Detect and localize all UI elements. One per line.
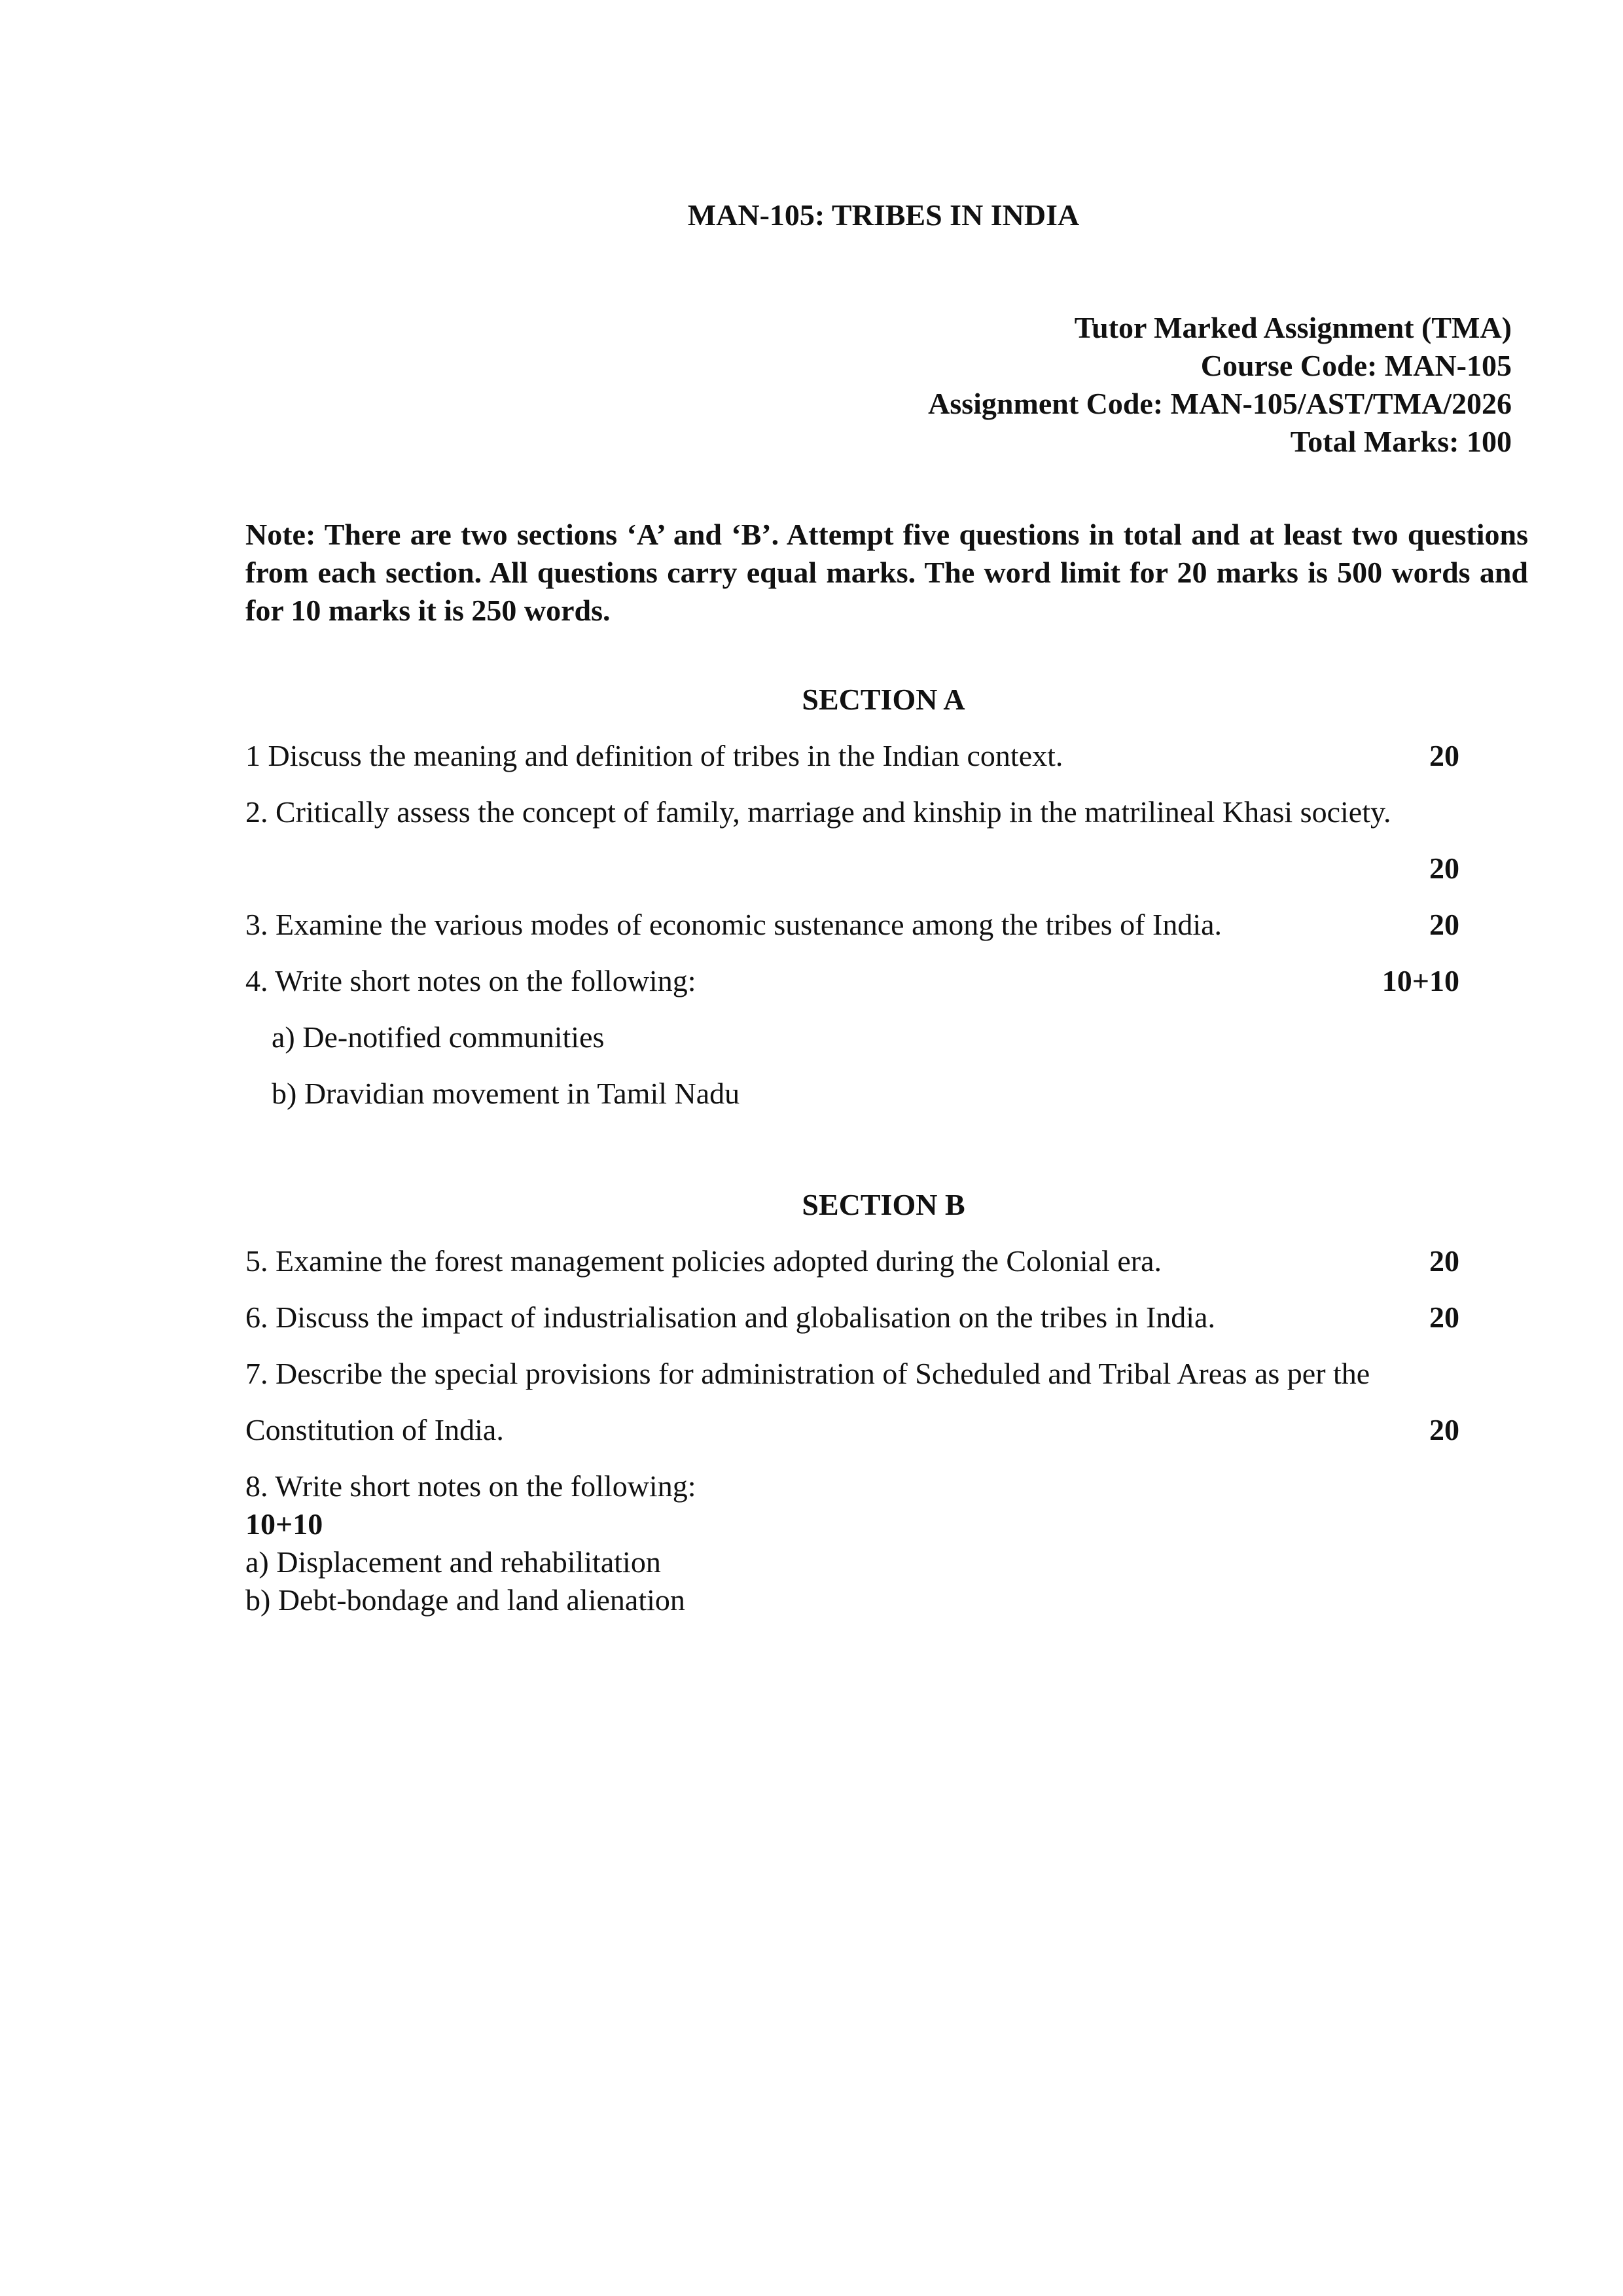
question-3-marks: 20: [1429, 908, 1459, 941]
question-7-line-2: Constitution of India.: [245, 1413, 504, 1446]
question-1: 1 Discuss the meaning and definition of tribes in the Indian context.: [245, 739, 1063, 772]
section-a-heading: SECTION A: [802, 683, 965, 716]
question-6-marks: 20: [1429, 1300, 1459, 1334]
question-7-line-1: 7. Describe the special provisions for administration of Scheduled and Tribal Areas as per the: [245, 1357, 1370, 1390]
question-5-marks: 20: [1429, 1244, 1459, 1278]
question-4-part-a: a) De-notified communities: [272, 1020, 605, 1054]
section-b-heading: SECTION B: [802, 1188, 965, 1221]
question-4: 4. Write short notes on the following:: [245, 964, 696, 997]
question-7-marks: 20: [1429, 1413, 1459, 1446]
question-8-part-b: b) Debt-bondage and land alienation: [245, 1583, 685, 1617]
question-1-marks: 20: [1429, 739, 1459, 772]
question-6: 6. Discuss the impact of industrialisation and globalisation on the tribes in India.: [245, 1300, 1215, 1334]
question-2-marks: 20: [1429, 852, 1459, 885]
total-marks: Total Marks: 100: [1290, 425, 1512, 458]
question-5: 5. Examine the forest management policies adopted during the Colonial era.: [245, 1244, 1162, 1278]
page-title: MAN-105: TRIBES IN INDIA: [687, 198, 1080, 232]
question-4-part-b: b) Dravidian movement in Tamil Nadu: [272, 1077, 740, 1110]
instructions-note: Note: There are two sections ‘A’ and ‘B’. Attempt five questions in total and at least two questions from each section. All questions carry equal marks. The word limit for 20 marks is 500 words and for 10 marks it is 250 words.: [245, 518, 1528, 627]
question-4-marks: 10+10: [1382, 964, 1459, 997]
tma-label: Tutor Marked Assignment (TMA): [1074, 311, 1512, 344]
question-2: 2. Critically assess the concept of family, marriage and kinship in the matrilineal Khasi society.: [245, 795, 1391, 829]
question-8: 8. Write short notes on the following:: [245, 1469, 696, 1503]
question-3: 3. Examine the various modes of economic sustenance among the tribes of India.: [245, 908, 1222, 941]
question-8-part-a: a) Displacement and rehabilitation: [245, 1545, 661, 1579]
course-code: Course Code: MAN-105: [1200, 349, 1512, 382]
assignment-code: Assignment Code: MAN-105/AST/TMA/2026: [928, 387, 1512, 420]
question-8-marks: 10+10: [245, 1507, 323, 1541]
